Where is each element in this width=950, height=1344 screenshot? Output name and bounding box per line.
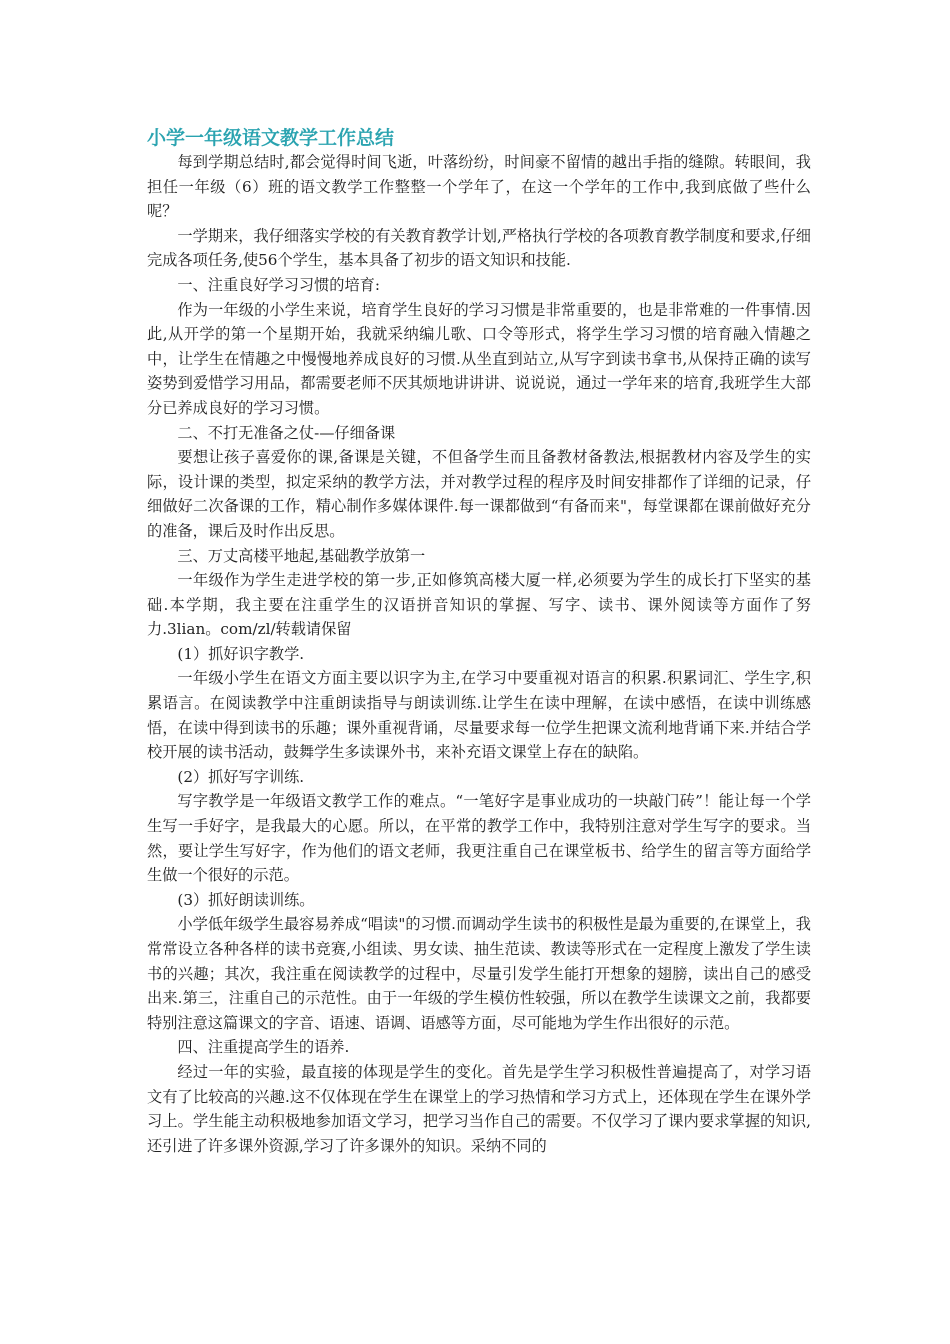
section-heading-2: 二、不打无准备之仗-—仔细备课 bbox=[177, 423, 396, 442]
section-heading-1: 一、注重良好学习习惯的培育: bbox=[177, 275, 380, 294]
paragraph-writing: 写字教学是一年级语文教学工作的难点。“一笔好字是事业成功的一块敲门砖”！能让每一个学生写一手好字，是我最大的心愿。所以，在平常的教学工作中，我特别注意对学生写字的要求。当然，要让学生写好字，作为他们的语文老师，我更注重自己在课堂板书、给学生的留言等方面给学生做一个很好的示范。 bbox=[147, 792, 811, 885]
document-body bbox=[147, 150, 811, 1158]
subheading-3: (3）抓好朗读训练。 bbox=[177, 890, 315, 909]
document-title: 小学一年级语文教学工作总结 bbox=[147, 127, 395, 149]
paragraph-results: 经过一年的实验，最直接的体现是学生的变化。首先是学生学习积极性普遍提高了，对学习语文有了比较高的兴趣.这不仅体现在学生在课堂上的学习热情和学习方式上，还体现在学生在课外学习上。学生能主动积极地参加语文学习，把学习当作自己的需要。不仅学习了课内要求掌握的知识,还引进了许多课外资源,学习了许多课外的知识。采纳不同的 bbox=[147, 1062, 811, 1155]
paragraph-overview: 一学期来，我仔细落实学校的有关教育教学计划,严格执行学校的各项教育教学制度和要求,仔细完成各项任务,使56个学生，基本具备了初步的语文知识和技能. bbox=[147, 226, 811, 270]
paragraph-foundation: 一年级作为学生走进学校的第一步,正如修筑高楼大厦一样,必须要为学生的成长打下坚实的基础.本学期，我主要在注重学生的汉语拼音知识的掌握、写字、读书、课外阅读等方面作了努力.3lian。com/zl/转载请保留 bbox=[147, 571, 811, 639]
paragraph-lesson-prep: 要想让孩子喜爱你的课,备课是关键，不但备学生而且备教材备教法,根据教材内容及学生的实际，设计课的类型，拟定采纳的教学方法，并对教学过程的程序及时间安排都作了详细的记录，仔细做好二次备课的工作，精心制作多媒体课件.每一课都做到“有备而来"，每堂课都在课前做好充分的准备，课后及时作出反思。 bbox=[147, 448, 811, 540]
section-heading-4: 四、注重提高学生的语养. bbox=[177, 1038, 350, 1057]
subheading-2: (2）抓好写字训练. bbox=[177, 767, 305, 786]
paragraph-intro: 每到学期总结时,都会觉得时间飞逝，叶落纷纷，时间豪不留情的越出手指的缝隙。转眼间，我担任一年级（6）班的语文教学工作整整一个学年了，在这一个学年的工作中,我到底做了些什么呢？ bbox=[147, 153, 811, 221]
paragraph-literacy: 一年级小学生在语文方面主要以识字为主,在学习中要重视对语言的积累.积累词汇、学生字,积累语言。在阅读教学中注重朗读指导与朗读训练.让学生在读中理解，在读中感悟，在读中训练感悟，在读中得到读书的乐趣；课外重视背诵，尽量要求每一位学生把课文流利地背诵下来.并结合学校开展的读书活动，鼓舞学生多读课外书，来补充语文课堂上存在的缺陷。 bbox=[147, 669, 811, 762]
paragraph-reading-aloud: 小学低年级学生最容易养成“唱读"的习惯.而调动学生读书的积极性是最为重要的,在课堂上，我常常设立各种各样的读书竞赛,小组读、男女读、抽生范读、教读等形式在一定程度上激发了学生读书的兴趣；其次，我注重在阅读教学的过程中，尽量引发学生能打开想象的翅膀，读出自己的感受出来.第三，注重自己的示范性。由于一年级的学生模仿性较强，所以在教学生读课文之前，我都要特别注意这篇课文的字音、语速、语调、语感等方面，尽可能地为学生作出很好的示范。 bbox=[147, 915, 811, 1032]
section-heading-3: 三、万丈高楼平地起,基础教学放第一 bbox=[177, 546, 426, 565]
subheading-1: (1）抓好识字教学. bbox=[177, 644, 305, 663]
paragraph-habits: 作为一年级的小学生来说，培育学生良好的学习习惯是非常重要的，也是非常难的一件事情.因此,从开学的第一个星期开始，我就采纳编儿歌、口令等形式，将学生学习习惯的培育融入情趣之中，让学生在情趣之中慢慢地养成良好的习惯.从坐直到站立,从写字到读书拿书,从保持正确的读写姿势到爱惜学习用品，都需要老师不厌其烦地讲讲讲、说说说，通过一学年来的培育,我班学生大部分已养成良好的学习习惯。 bbox=[147, 300, 811, 417]
